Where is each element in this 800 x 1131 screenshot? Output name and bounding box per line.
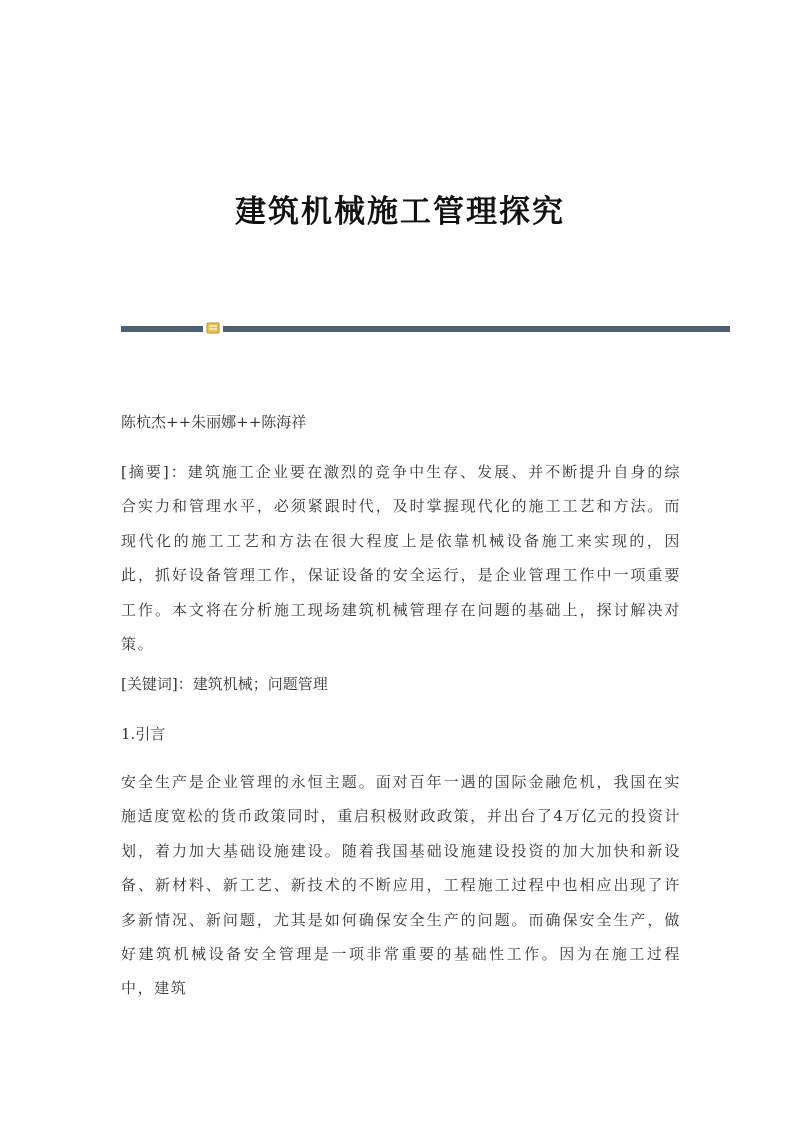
abstract-paragraph: [摘要]：建筑施工企业要在激烈的竞争中生存、发展、并不断提升自身的综合实力和管理水平，必须紧跟时代，及时掌握现代化的施工工艺和方法。而现代化的施工工艺和方法在很大程度上是依靠机械设备施工来实现的，因此，抓好设备管理工作，保证设备的安全运行，是企业管理工作中一项重要工作。本文将在分析施工现场建筑机械管理存在问题的基础上，探讨解决对策。 <box>121 463 681 654</box>
body-paragraph: 安全生产是企业管理的永恒主题。面对百年一遇的国际金融危机，我国在实施适度宽松的货币政策同时，重启积极财政政策，并出台了4万亿元的投资计划，着力加大基础设施建设。随着我国基础设施建设投资的加大加快和新设备、新材料、新工艺、新技术的不断应用，工程施工过程中也相应出现了许多新情况、新问题，尤其是如何确保安全生产的问题。而确保安全生产，做好建筑机械设备安全管理是一项非常重要的基础性工作。因为在施工过程中，建筑 <box>121 773 681 998</box>
title-rule-right <box>223 326 730 332</box>
title-rule-left <box>121 326 203 332</box>
section-heading: 1.引言 <box>121 725 166 743</box>
keywords-line: [关键词]：建筑机械；问题管理 <box>121 675 328 693</box>
author-line: 陈杭杰++朱丽娜++陈海祥 <box>121 413 307 431</box>
document-title: 建筑机械施工管理探究 <box>235 194 565 230</box>
rule-ornament-icon <box>206 322 220 334</box>
